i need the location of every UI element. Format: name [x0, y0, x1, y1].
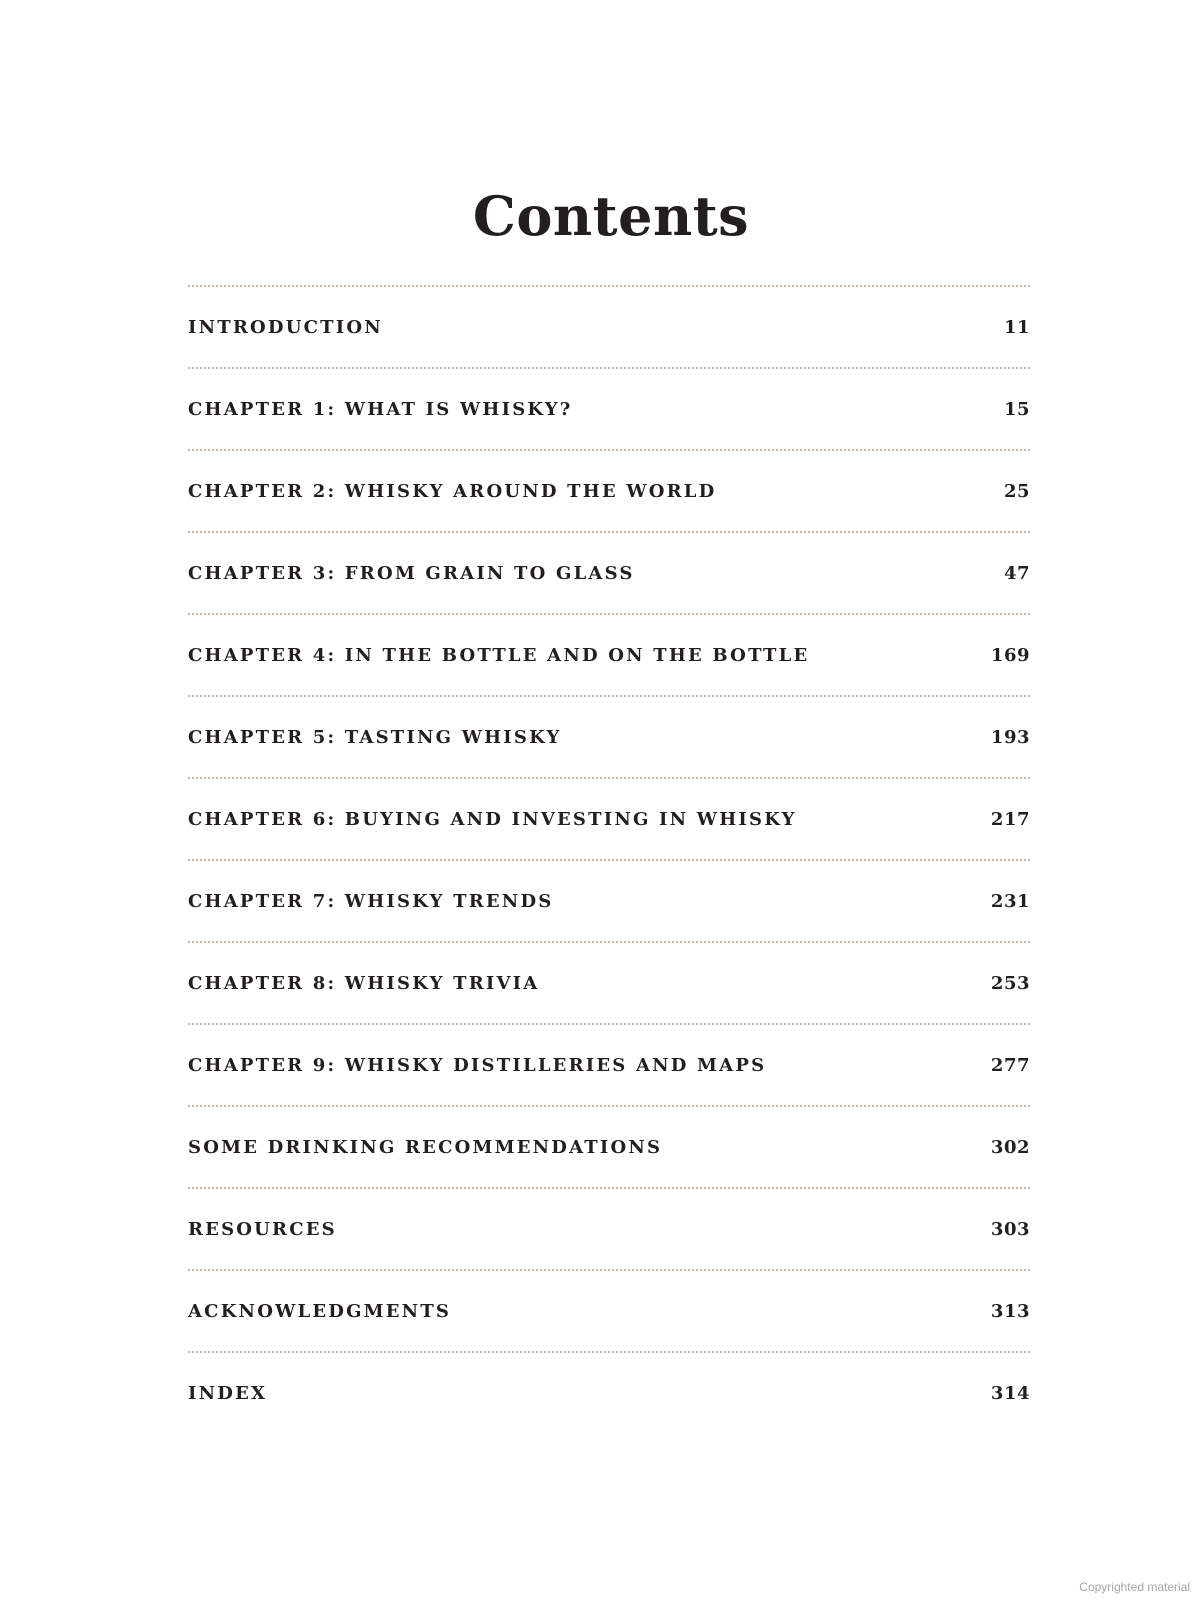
- toc-entry-drinking-recommendations[interactable]: [188, 1107, 1030, 1187]
- toc-entry-page-number: 302: [990, 1136, 1030, 1158]
- toc-entry-page-number: 193: [990, 726, 1030, 748]
- toc-entry-label: CHAPTER 2: WHISKY AROUND THE WORLD: [188, 480, 717, 502]
- toc-entry-chapter-3[interactable]: [188, 533, 1030, 613]
- toc-entry-page-number: 313: [990, 1300, 1030, 1322]
- toc-entry-label: CHAPTER 5: TASTING WHISKY: [188, 726, 562, 748]
- toc-entry-page-number: 277: [990, 1054, 1030, 1076]
- toc-entry-label: CHAPTER 1: WHAT IS WHISKY?: [188, 398, 573, 420]
- toc-entry-page-number: 231: [990, 890, 1030, 912]
- toc-entry-chapter-7[interactable]: [188, 861, 1030, 941]
- toc-entry-label: SOME DRINKING RECOMMENDATIONS: [188, 1136, 663, 1158]
- toc-entry-page-number: 217: [990, 808, 1030, 830]
- toc-entry-page-number: 25: [1003, 480, 1030, 502]
- toc-entry-chapter-2[interactable]: [188, 451, 1030, 531]
- table-of-contents: [188, 285, 1030, 1433]
- toc-entry-index[interactable]: [188, 1353, 1030, 1433]
- toc-entry-label: INDEX: [188, 1382, 268, 1404]
- page-title: Contents: [472, 184, 750, 248]
- toc-entry-page-number: 314: [990, 1382, 1030, 1404]
- toc-entry-label: RESOURCES: [188, 1218, 337, 1240]
- toc-entry-chapter-5[interactable]: [188, 697, 1030, 777]
- toc-entry-chapter-9[interactable]: [188, 1025, 1030, 1105]
- toc-entry-label: CHAPTER 3: FROM GRAIN TO GLASS: [188, 562, 635, 584]
- toc-entry-resources[interactable]: [188, 1189, 1030, 1269]
- toc-entry-page-number: 253: [990, 972, 1030, 994]
- toc-entry-label: CHAPTER 4: IN THE BOTTLE AND ON THE BOTTLE: [188, 644, 810, 666]
- toc-entry-page-number: 169: [990, 644, 1030, 666]
- toc-entry-page-number: 11: [1003, 316, 1030, 338]
- toc-entry-page-number: 47: [1003, 562, 1030, 584]
- toc-entry-acknowledgments[interactable]: [188, 1271, 1030, 1351]
- toc-entry-page-number: 15: [1003, 398, 1030, 420]
- toc-entry-chapter-1[interactable]: [188, 369, 1030, 449]
- toc-entry-label: ACKNOWLEDGMENTS: [188, 1300, 452, 1322]
- toc-entry-chapter-8[interactable]: [188, 943, 1030, 1023]
- toc-entry-label: INTRODUCTION: [188, 316, 383, 338]
- copyright-notice: Copyrighted material: [1079, 1580, 1190, 1594]
- toc-entry-introduction[interactable]: [188, 287, 1030, 367]
- toc-entry-chapter-6[interactable]: [188, 779, 1030, 859]
- toc-entry-label: CHAPTER 7: WHISKY TRENDS: [188, 890, 554, 912]
- toc-entry-label: CHAPTER 6: BUYING AND INVESTING IN WHISKY: [188, 808, 797, 830]
- toc-entry-chapter-4[interactable]: [188, 615, 1030, 695]
- toc-entry-label: CHAPTER 8: WHISKY TRIVIA: [188, 972, 540, 994]
- toc-entry-page-number: 303: [990, 1218, 1030, 1240]
- toc-entry-label: CHAPTER 9: WHISKY DISTILLERIES AND MAPS: [188, 1054, 767, 1076]
